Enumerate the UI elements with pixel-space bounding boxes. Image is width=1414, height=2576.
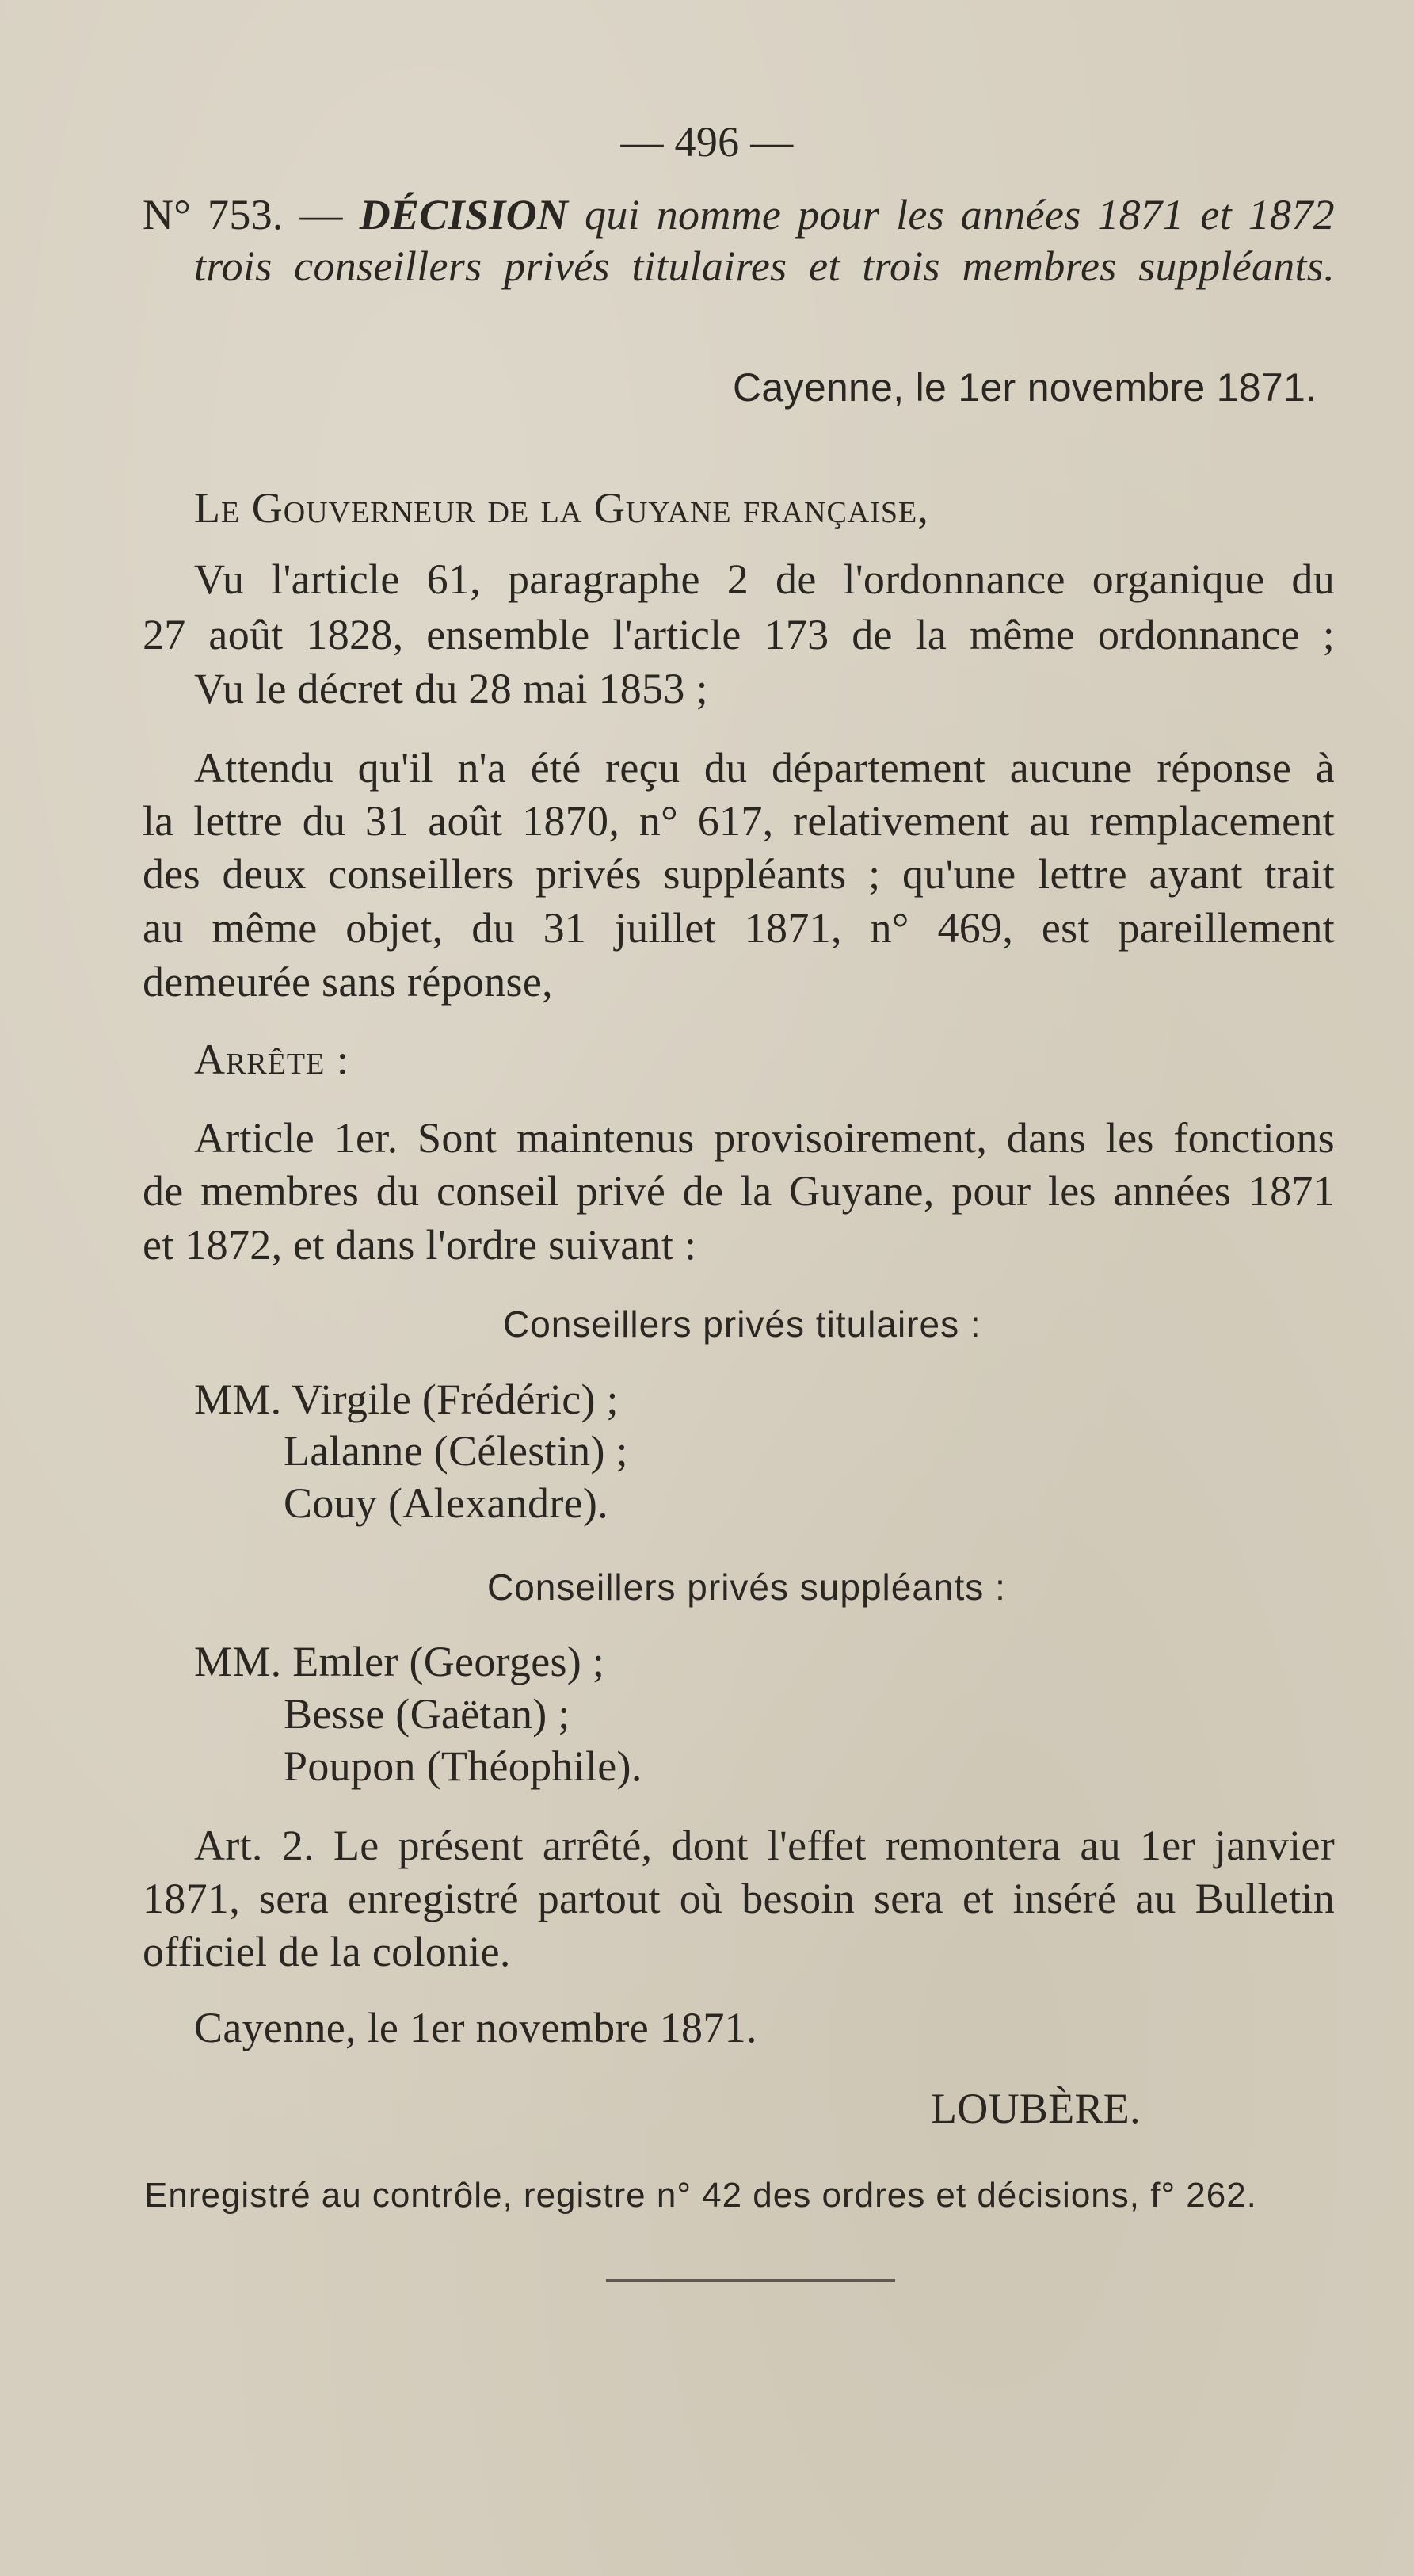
- suppleant-member: MM. Emler (Georges) ;: [194, 1638, 605, 1685]
- vu2-line: Vu le décret du 28 mai 1853 ;: [194, 665, 708, 712]
- signature: LOUBÈRE.: [931, 2085, 1141, 2132]
- attendu-line-5: demeurée sans réponse,: [143, 958, 553, 1006]
- page-number: — 496 —: [620, 118, 794, 166]
- article2-line-3: officiel de la colonie.: [143, 1928, 511, 1975]
- titulaire-member: Lalanne (Célestin) ;: [284, 1427, 628, 1475]
- governor-text: Le Gouverneur de la Guyane française,: [194, 484, 929, 532]
- registration-note: Enregistré au contrôle, registre n° 42 des ordres et décisions, f° 262.: [144, 2176, 1257, 2215]
- vu1-line-2: 27 août 1828, ensemble l'article 173 de la même ordonnance ;: [143, 611, 1335, 658]
- suppleant-member: Poupon (Théophile).: [284, 1742, 642, 1790]
- article1-line-3: et 1872, et dans l'ordre suivant :: [143, 1221, 697, 1269]
- decision-label: DÉCISION: [359, 191, 569, 239]
- suppleant-member: Besse (Gaëtan) ;: [284, 1690, 570, 1738]
- article1-line-2: de membres du conseil privé de la Guyane, pour les années 1871: [143, 1167, 1335, 1215]
- closing-rule: [606, 2279, 895, 2282]
- attendu-line-3: des deux conseillers privés suppléants ; qu'une lettre ayant trait: [143, 850, 1335, 898]
- governor-line: [194, 483, 929, 532]
- titulaire-member: Couy (Alexandre).: [284, 1479, 608, 1527]
- title-dash: —: [299, 191, 343, 239]
- dateline-top: Cayenne, le 1er novembre 1871.: [733, 365, 1317, 410]
- article1-line-1: Article 1er. Sont maintenus provisoirement, dans les fonctions: [194, 1114, 1335, 1162]
- titulaires-heading: Conseillers privés titulaires :: [503, 1303, 981, 1345]
- decision-title-line-2: trois conseillers privés titulaires et trois membres suppléants.: [194, 242, 1335, 290]
- attendu-line-4: au même objet, du 31 juillet 1871, n° 469, est pareillement: [143, 904, 1335, 952]
- titulaire-member: MM. Virgile (Frédéric) ;: [194, 1376, 619, 1423]
- article2-line-1: Art. 2. Le présent arrêté, dont l'effet remontera au 1er janvier: [194, 1822, 1335, 1869]
- attendu-line-2: la lettre du 31 août 1870, n° 617, relativement au remplacement: [143, 797, 1335, 845]
- decision-title-rest: qui nomme pour les années 1871 et 1872: [585, 191, 1335, 239]
- decision-number: N° 753.: [143, 191, 284, 239]
- suppleants-heading: Conseillers privés suppléants :: [487, 1567, 1006, 1608]
- attendu-line-1: Attendu qu'il n'a été reçu du département aucune réponse à: [194, 744, 1335, 792]
- decision-title-line-1: [143, 190, 1335, 239]
- dateline-bottom: Cayenne, le 1er novembre 1871.: [194, 2004, 757, 2051]
- arrete-heading: Arrête :: [194, 1036, 349, 1083]
- article2-line-2: 1871, sera enregistré partout où besoin sera et inséré au Bulletin: [143, 1875, 1335, 1922]
- vu1-line-1: Vu l'article 61, paragraphe 2 de l'ordonnance organique du: [194, 555, 1335, 603]
